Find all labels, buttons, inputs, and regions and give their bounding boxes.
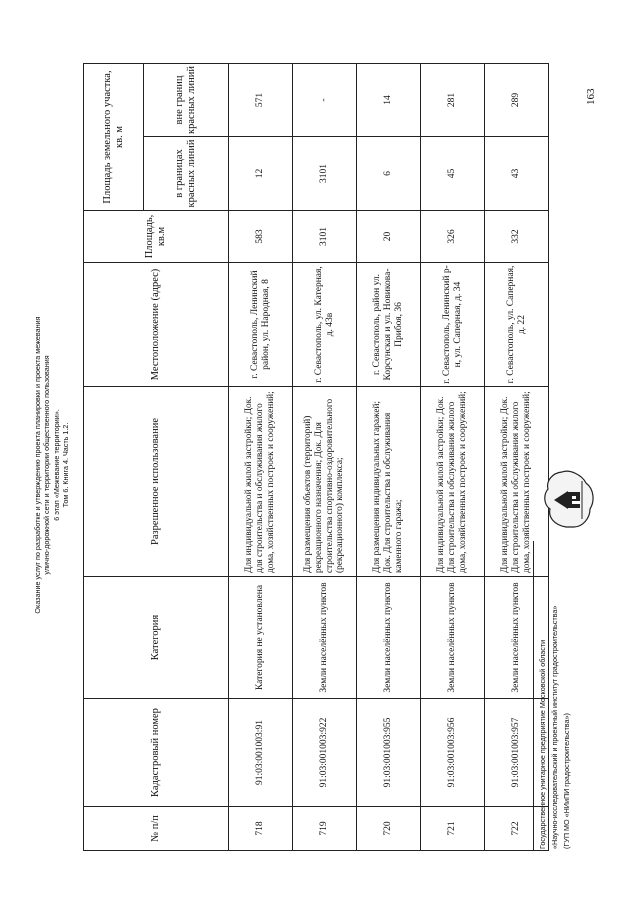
cell-num: 719 [293, 807, 357, 851]
cell-cadastral: 91:03:001003:956 [421, 699, 485, 807]
document-header [33, 145, 70, 785]
cell-location: г. Севастополь, ул. Саперная, д. 22 [485, 263, 549, 387]
cell-permitted-use: Для размещения индивидуальных гаражей; Док. Для строительства и обслуживания каменного гаража; [357, 387, 421, 577]
cell-num: 720 [357, 807, 421, 851]
footer-line: (ГУП МО «НИиПИ градостроительства») [562, 713, 571, 849]
cell-category: Земли населённых пунктов [485, 577, 549, 699]
cell-category: Земли населённых пунктов [293, 577, 357, 699]
cell-outside: - [293, 63, 357, 136]
cell-inside: 3101 [293, 137, 357, 211]
cell-cadastral: 91:03:001003:91 [229, 699, 293, 807]
page-number: 163 [585, 88, 597, 105]
cell-outside: 281 [421, 63, 485, 136]
cell-inside: 45 [421, 137, 485, 211]
cell-area: 20 [357, 211, 421, 263]
col-header-inside: в границах красных линий [144, 137, 229, 211]
table-row [357, 63, 421, 850]
cell-location: г. Севастополь, ул. Катерная, д. 43в [293, 263, 357, 387]
cell-outside: 289 [485, 63, 549, 136]
cadastral-table [83, 63, 549, 851]
header-line: улично-дорожной сети и территории общественного пользования [42, 355, 52, 575]
cell-cadastral: 91:03:001003:957 [485, 699, 549, 807]
cell-outside: 571 [229, 63, 293, 136]
cell-area: 326 [421, 211, 485, 263]
cell-outside: 14 [357, 63, 421, 136]
footer-line: «Научно-исследовательский и проектный институт градостроительства» [550, 605, 559, 849]
cell-location: г. Севастополь, район ул. Корсунская и ул. Новикова-Прибоя, 36 [357, 263, 421, 387]
cell-num: 721 [421, 807, 485, 851]
cell-category: Земли населённых пунктов [421, 577, 485, 699]
cell-permitted-use: Для индивидуальной жилой застройки; Док. Для строительства и обслуживания жилого дома, хозяйственных построек и сооружений; [421, 387, 485, 577]
table-header-row [84, 63, 144, 850]
cell-cadastral: 91:03:001003:922 [293, 699, 357, 807]
cell-num: 722 [485, 807, 549, 851]
table-row [421, 63, 485, 850]
col-header-plot-area: Площадь земельного участка, кв. м [84, 63, 144, 210]
header-line: Оказание услуг по разработке и утверждению проекта планировки и проекта межевания [33, 316, 42, 614]
col-header-area: Площадь, кв.м [84, 211, 229, 263]
footer-line: Государственное унитарное предприятие Московской области [538, 639, 547, 849]
footer-divider [533, 541, 534, 851]
institute-emblem-icon [538, 465, 598, 535]
cell-permitted-use: Для индивидуальной жилой застройки; Док. для строительства и обслуживания жилого дома, хозяйственных построек и сооружений; [229, 387, 293, 577]
cell-area: 332 [485, 211, 549, 263]
cell-location: г. Севастополь, Ленинский р-н, ул. Саперная, д. 34 [421, 263, 485, 387]
table-row [229, 63, 293, 850]
cell-area: 583 [229, 211, 293, 263]
header-line: 6 этап «Межевание территории». [51, 409, 61, 521]
col-header-outside: вне границ красных линий [144, 63, 229, 136]
cell-inside: 6 [357, 137, 421, 211]
col-header-category: Категория [84, 577, 229, 699]
header-line: Том 6. Книга 4. Часть 1.2. [60, 422, 70, 508]
col-header-permitted-use: Разрешенное использование [84, 387, 229, 577]
cell-num: 718 [229, 807, 293, 851]
cell-category: Категория не установлена [229, 577, 293, 699]
cell-inside: 12 [229, 137, 293, 211]
cell-inside: 43 [485, 137, 549, 211]
cell-permitted-use: Для индивидуальной жилой застройки; Док. Для строительства и обслуживания жилого дома, хозяйственных построек и сооружений; [485, 387, 549, 577]
cell-cadastral: 91:03:001003:955 [357, 699, 421, 807]
cell-permitted-use: Для размещения объектов (территорий) рекреационного назначения; Док. Для строительства спортивно-оздоровительного (рекреационного) комплекса; [293, 387, 357, 577]
table-row [293, 63, 357, 850]
cell-area: 3101 [293, 211, 357, 263]
col-header-location: Местоположение (адрес) [84, 263, 229, 387]
col-header-cadastral: Кадастровый номер [84, 699, 229, 807]
cell-location: г. Севастополь, Ленинский район, ул. Народная, 8 [229, 263, 293, 387]
cell-category: Земли населённых пунктов [357, 577, 421, 699]
col-header-num: № п/п [84, 807, 229, 851]
